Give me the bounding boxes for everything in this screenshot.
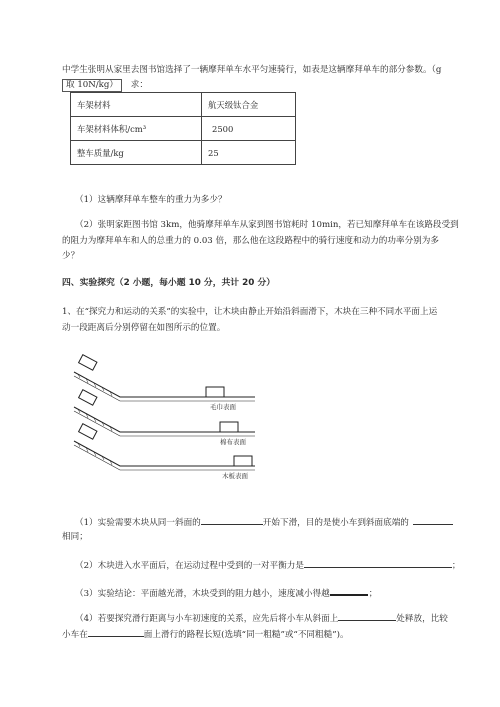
answer-blank[interactable] <box>338 611 396 621</box>
subquestion-2-text: （2）木块进入水平面后，在运动过程中受到的一对平衡力是 <box>75 561 304 571</box>
intro-ask: 求： <box>130 80 148 90</box>
subquestion-4-text-c: 小车在 <box>62 630 88 640</box>
subquestion-1-cont: 相同； <box>62 532 88 542</box>
subquestion-4-text-a: （4）若要探究滑行距离与小车初速度的关系，应先后将小车从斜面上 <box>75 614 339 624</box>
surface-label-cotton: 棉布表面 <box>220 438 246 446</box>
answer-blank[interactable] <box>88 627 144 637</box>
subquestion-2-end: ； <box>451 561 461 571</box>
experiment-line-2: 动一段距离后分别停留在如图所示的位置。 <box>62 323 226 333</box>
intro-line-1: 中学生张明从家里去图书馆选择了一辆摩拜单车水平匀速骑行，如表是这辆摩拜单车的部分参数。（g <box>62 65 442 75</box>
question-2-line-3: 少？ <box>62 251 80 261</box>
subquestion-1-text-b: 开始下滑，目的是使小车到斜面底端的 <box>262 518 409 528</box>
given-g-value: 取 10N/kg） <box>62 79 122 92</box>
block-stopped <box>234 456 252 466</box>
intro-line-2 <box>62 79 148 92</box>
block-on-slope <box>79 390 97 405</box>
answer-blank[interactable] <box>330 585 368 596</box>
subquestion-4-text-b: 处释放，比较 <box>396 614 448 624</box>
subquestion-1-text-a: （1）实验需要木块从同一斜面的 <box>75 518 201 528</box>
answer-blank[interactable] <box>413 515 453 525</box>
experiment-line-1: 1、在“探究力和运动的关系”的实验中，让木块由静止开始沿斜面滑下，木块在三种不同水平面上运 <box>62 307 438 317</box>
incline-figure <box>70 352 270 502</box>
incline-panel-towel <box>74 355 255 401</box>
table-cell-label: 车架材料 <box>71 93 202 117</box>
question-2-line-2: 的阻力为摩拜单车和人的总重力的 0.03 倍，那么他在这段路程中的骑行速度和动力的功率分别为多 <box>62 236 439 246</box>
answer-blank[interactable] <box>201 515 263 525</box>
table-row <box>71 141 296 165</box>
subquestion-2 <box>75 558 461 572</box>
table-cell-label: 整车质量/kg <box>71 141 202 165</box>
subquestion-4-line-1 <box>75 611 448 625</box>
subquestion-1 <box>75 515 453 529</box>
block-on-slope <box>79 424 97 439</box>
question-2-line-1: （2）张明家距图书馆 3km，他骑摩拜单车从家到图书馆耗时 10min，若已知摩拜单车在该路段受到 <box>75 220 459 230</box>
table-row <box>71 117 296 141</box>
table-cell-value: 2500 <box>202 117 296 141</box>
incline-panel-wood <box>74 424 255 470</box>
block-stopped <box>206 387 224 397</box>
parameter-table <box>70 92 296 165</box>
block-on-slope <box>79 355 97 370</box>
subquestion-4-line-2 <box>62 627 349 641</box>
table-cell-value: 航天级钛合金 <box>202 93 296 117</box>
surface-label-towel: 毛巾表面 <box>210 403 236 411</box>
answer-blank[interactable] <box>304 558 452 568</box>
question-1: （1）这辆摩拜单车整车的重力为多少？ <box>75 195 227 205</box>
block-stopped <box>220 422 238 432</box>
table-cell-label: 车架材料体积/cm³ <box>71 117 202 141</box>
subquestion-3-end: ； <box>368 589 378 599</box>
table-cell-value: 25 <box>202 141 296 165</box>
subquestion-3-text: （3）实验结论：平面越光滑，木块受到的阻力越小，速度减小得越 <box>75 589 330 599</box>
table-row <box>71 93 296 117</box>
subquestion-3 <box>75 585 377 600</box>
section-heading: 四、实验探究（2 小题，每小题 10 分，共计 20 分） <box>62 278 276 288</box>
subquestion-4-text-d: 面上滑行的路程长短(选填“同一粗糙”或“不同粗糙”)。 <box>143 630 349 640</box>
surface-label-wood: 木板表面 <box>222 472 248 480</box>
